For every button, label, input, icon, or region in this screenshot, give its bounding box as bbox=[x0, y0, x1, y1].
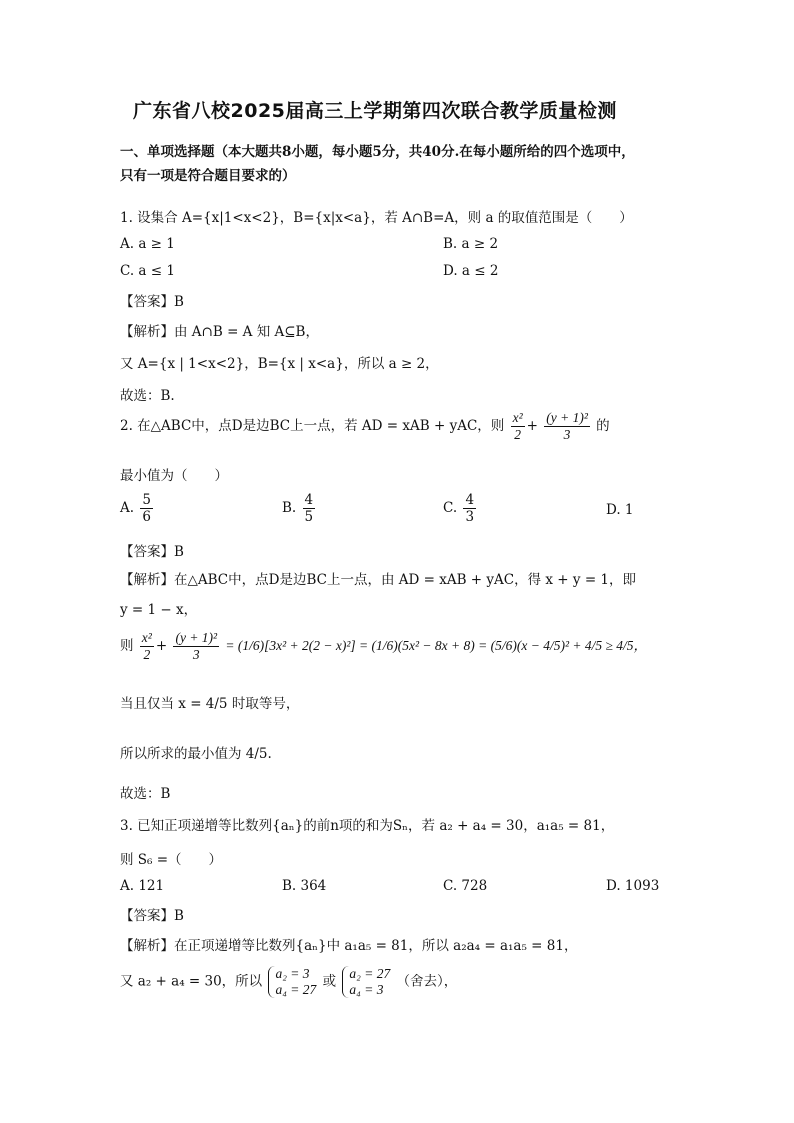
q1-option-d: D. a ≤ 2 bbox=[443, 263, 499, 279]
q3-option-d: D. 1093 bbox=[606, 878, 660, 894]
q2-frac1-num: x² bbox=[512, 410, 523, 425]
q1-answer: 【答案】B bbox=[120, 294, 184, 310]
q2-option-a-frac bbox=[140, 492, 153, 525]
q2-analysis-frac2-num: (y + 1)² bbox=[175, 630, 218, 645]
q2-option-c-num: 4 bbox=[465, 492, 475, 508]
q1-analysis-2: 又 A={x | 1<x<2}，B={x | x<a}，所以 a ≥ 2， bbox=[120, 356, 439, 372]
q2-option-a-den: 6 bbox=[142, 509, 151, 525]
q3-system-2-top: a₂ = 27 bbox=[349, 966, 391, 981]
q1-conclusion: 故选：B. bbox=[120, 388, 175, 404]
q3-stem-1: 3. 已知正项递增等比数列{aₙ}的前n项的和为Sₙ，若 a₂ + a₄ = 30，a₁a₅ = 81， bbox=[120, 818, 615, 834]
page-title: 广东省八校2025届高三上学期第四次联合教学质量检测 bbox=[133, 100, 617, 122]
q1-stem: 1. 设集合 A={x|1<x<2}，B={x|x<a}，若 A∩B=A，则 a 的取值范围是（ ） bbox=[120, 210, 633, 226]
q2-option-b bbox=[282, 492, 317, 525]
q2-option-c-den: 3 bbox=[465, 509, 475, 525]
q2-analysis-frac2-den: 3 bbox=[192, 647, 200, 662]
q3-stem-2: 则 S₆ =（ ） bbox=[120, 852, 223, 868]
q2-frac-x2-over-2 bbox=[511, 410, 525, 443]
q2-stem-line2: 最小值为（ ） bbox=[120, 468, 228, 484]
q2-frac2-num: (y + 1)² bbox=[546, 410, 588, 425]
q3-system-2-bottom: a₄ = 3 bbox=[349, 982, 384, 997]
q2-option-c-label: C. bbox=[443, 500, 458, 516]
q2-analysis-2: y = 1 − x， bbox=[120, 602, 198, 618]
q3-analysis-2-prefix: 又 a₂ + a₄ = 30，所以 bbox=[120, 973, 263, 990]
q2-frac2-den: 3 bbox=[563, 427, 571, 442]
q2-analysis-3-body: = (1/6)[3x² + 2(2 − x)²] = (1/6)(5x² − 8x + 8) = (5/6)(x − 4/5)² + 4/5 ≥ 4/5， bbox=[225, 638, 648, 653]
q3-option-b: B. 364 bbox=[282, 878, 327, 894]
q2-answer: 【答案】B bbox=[120, 544, 184, 560]
q2-analysis-frac2 bbox=[173, 630, 219, 663]
q3-option-a: A. 121 bbox=[120, 878, 165, 894]
q1-option-b: B. a ≥ 2 bbox=[443, 236, 499, 252]
q2-option-b-den: 5 bbox=[304, 509, 314, 525]
q2-option-c-frac bbox=[463, 492, 476, 525]
q1-analysis-1: 【解析】由 A∩B = A 知 A⊆B， bbox=[120, 324, 319, 340]
q3-option-c: C. 728 bbox=[443, 878, 488, 894]
section-heading-line2: 只有一项是符合题目要求的） bbox=[120, 168, 296, 184]
section-heading-line1: 一、单项选择题（本大题共8小题，每小题5分，共40分.在每小题所给的四个选项中， bbox=[120, 144, 635, 160]
q2-stem: 2. 在△ABC中，点D是边BC上一点，若 AD = xAB + yAC，则 $\frac{\text{x²}}{2}$ + $\frac{\text{(y + 1)²}}{3}$ 的 bbox=[120, 410, 610, 442]
q2-analysis-frac1-num: x² bbox=[141, 630, 152, 645]
q2-option-d: D. 1 bbox=[606, 502, 634, 518]
q3-analysis-1: 【解析】在正项递增等比数列{aₙ}中 a₁a₅ = 81，所以 a₂a₄ = a₁a₅ = 81， bbox=[120, 938, 578, 954]
q3-answer: 【答案】B bbox=[120, 908, 184, 924]
q2-analysis-1: 【解析】在△ABC中，点D是边BC上一点，由 AD = xAB + yAC，得 x + y = 1，即 bbox=[120, 572, 637, 588]
q2-option-c bbox=[443, 492, 478, 525]
q3-system-1-bottom: a₄ = 27 bbox=[275, 982, 317, 997]
q2-analysis-3-prefix: 则 bbox=[120, 638, 134, 654]
q2-conclusion: 故选：B bbox=[120, 786, 171, 802]
q2-analysis-5: 所以所求的最小值为 4/5. bbox=[120, 746, 272, 762]
q3-or: 或 bbox=[322, 973, 337, 990]
q2-analysis-3: 则 $\frac{\text{x²}}{2}$ + $\frac{\text{(y + 1)²}}{3}$ = (1/6)[3x² + 2(2 − x)²] = (1/6)(5x² − 8x + 8) = (5/6)(x − 4/5)² + 4/5 ≥ 4/5， bbox=[120, 630, 648, 662]
q1-option-c: C. a ≤ 1 bbox=[120, 263, 175, 279]
q2-option-b-label: B. bbox=[282, 500, 297, 516]
q3-system-1-top: a₂ = 3 bbox=[275, 966, 310, 981]
q2-option-b-frac bbox=[303, 492, 316, 525]
q2-analysis-frac1-den: 2 bbox=[143, 647, 151, 662]
q1-option-a: A. a ≥ 1 bbox=[120, 236, 175, 252]
q2-option-a-label: A. bbox=[120, 500, 135, 516]
q3-system-1 bbox=[268, 966, 316, 998]
q2-frac-y-over-3 bbox=[544, 410, 590, 443]
q2-frac1-den: 2 bbox=[514, 427, 521, 442]
q2-option-a bbox=[120, 492, 155, 525]
q2-analysis-frac1 bbox=[140, 630, 154, 663]
q3-system-2 bbox=[342, 966, 390, 998]
q2-stem-part2: 的 bbox=[596, 418, 610, 434]
q2-analysis-4: 当且仅当 x = 4/5 时取等号， bbox=[120, 696, 300, 712]
q3-discard: （舍去）， bbox=[396, 973, 458, 990]
q2-option-a-num: 5 bbox=[142, 492, 151, 508]
q2-option-b-num: 4 bbox=[304, 492, 314, 508]
q3-analysis-2 bbox=[120, 966, 457, 998]
q2-stem-part1: 2. 在△ABC中，点D是边BC上一点，若 AD = xAB + yAC，则 bbox=[120, 418, 505, 434]
